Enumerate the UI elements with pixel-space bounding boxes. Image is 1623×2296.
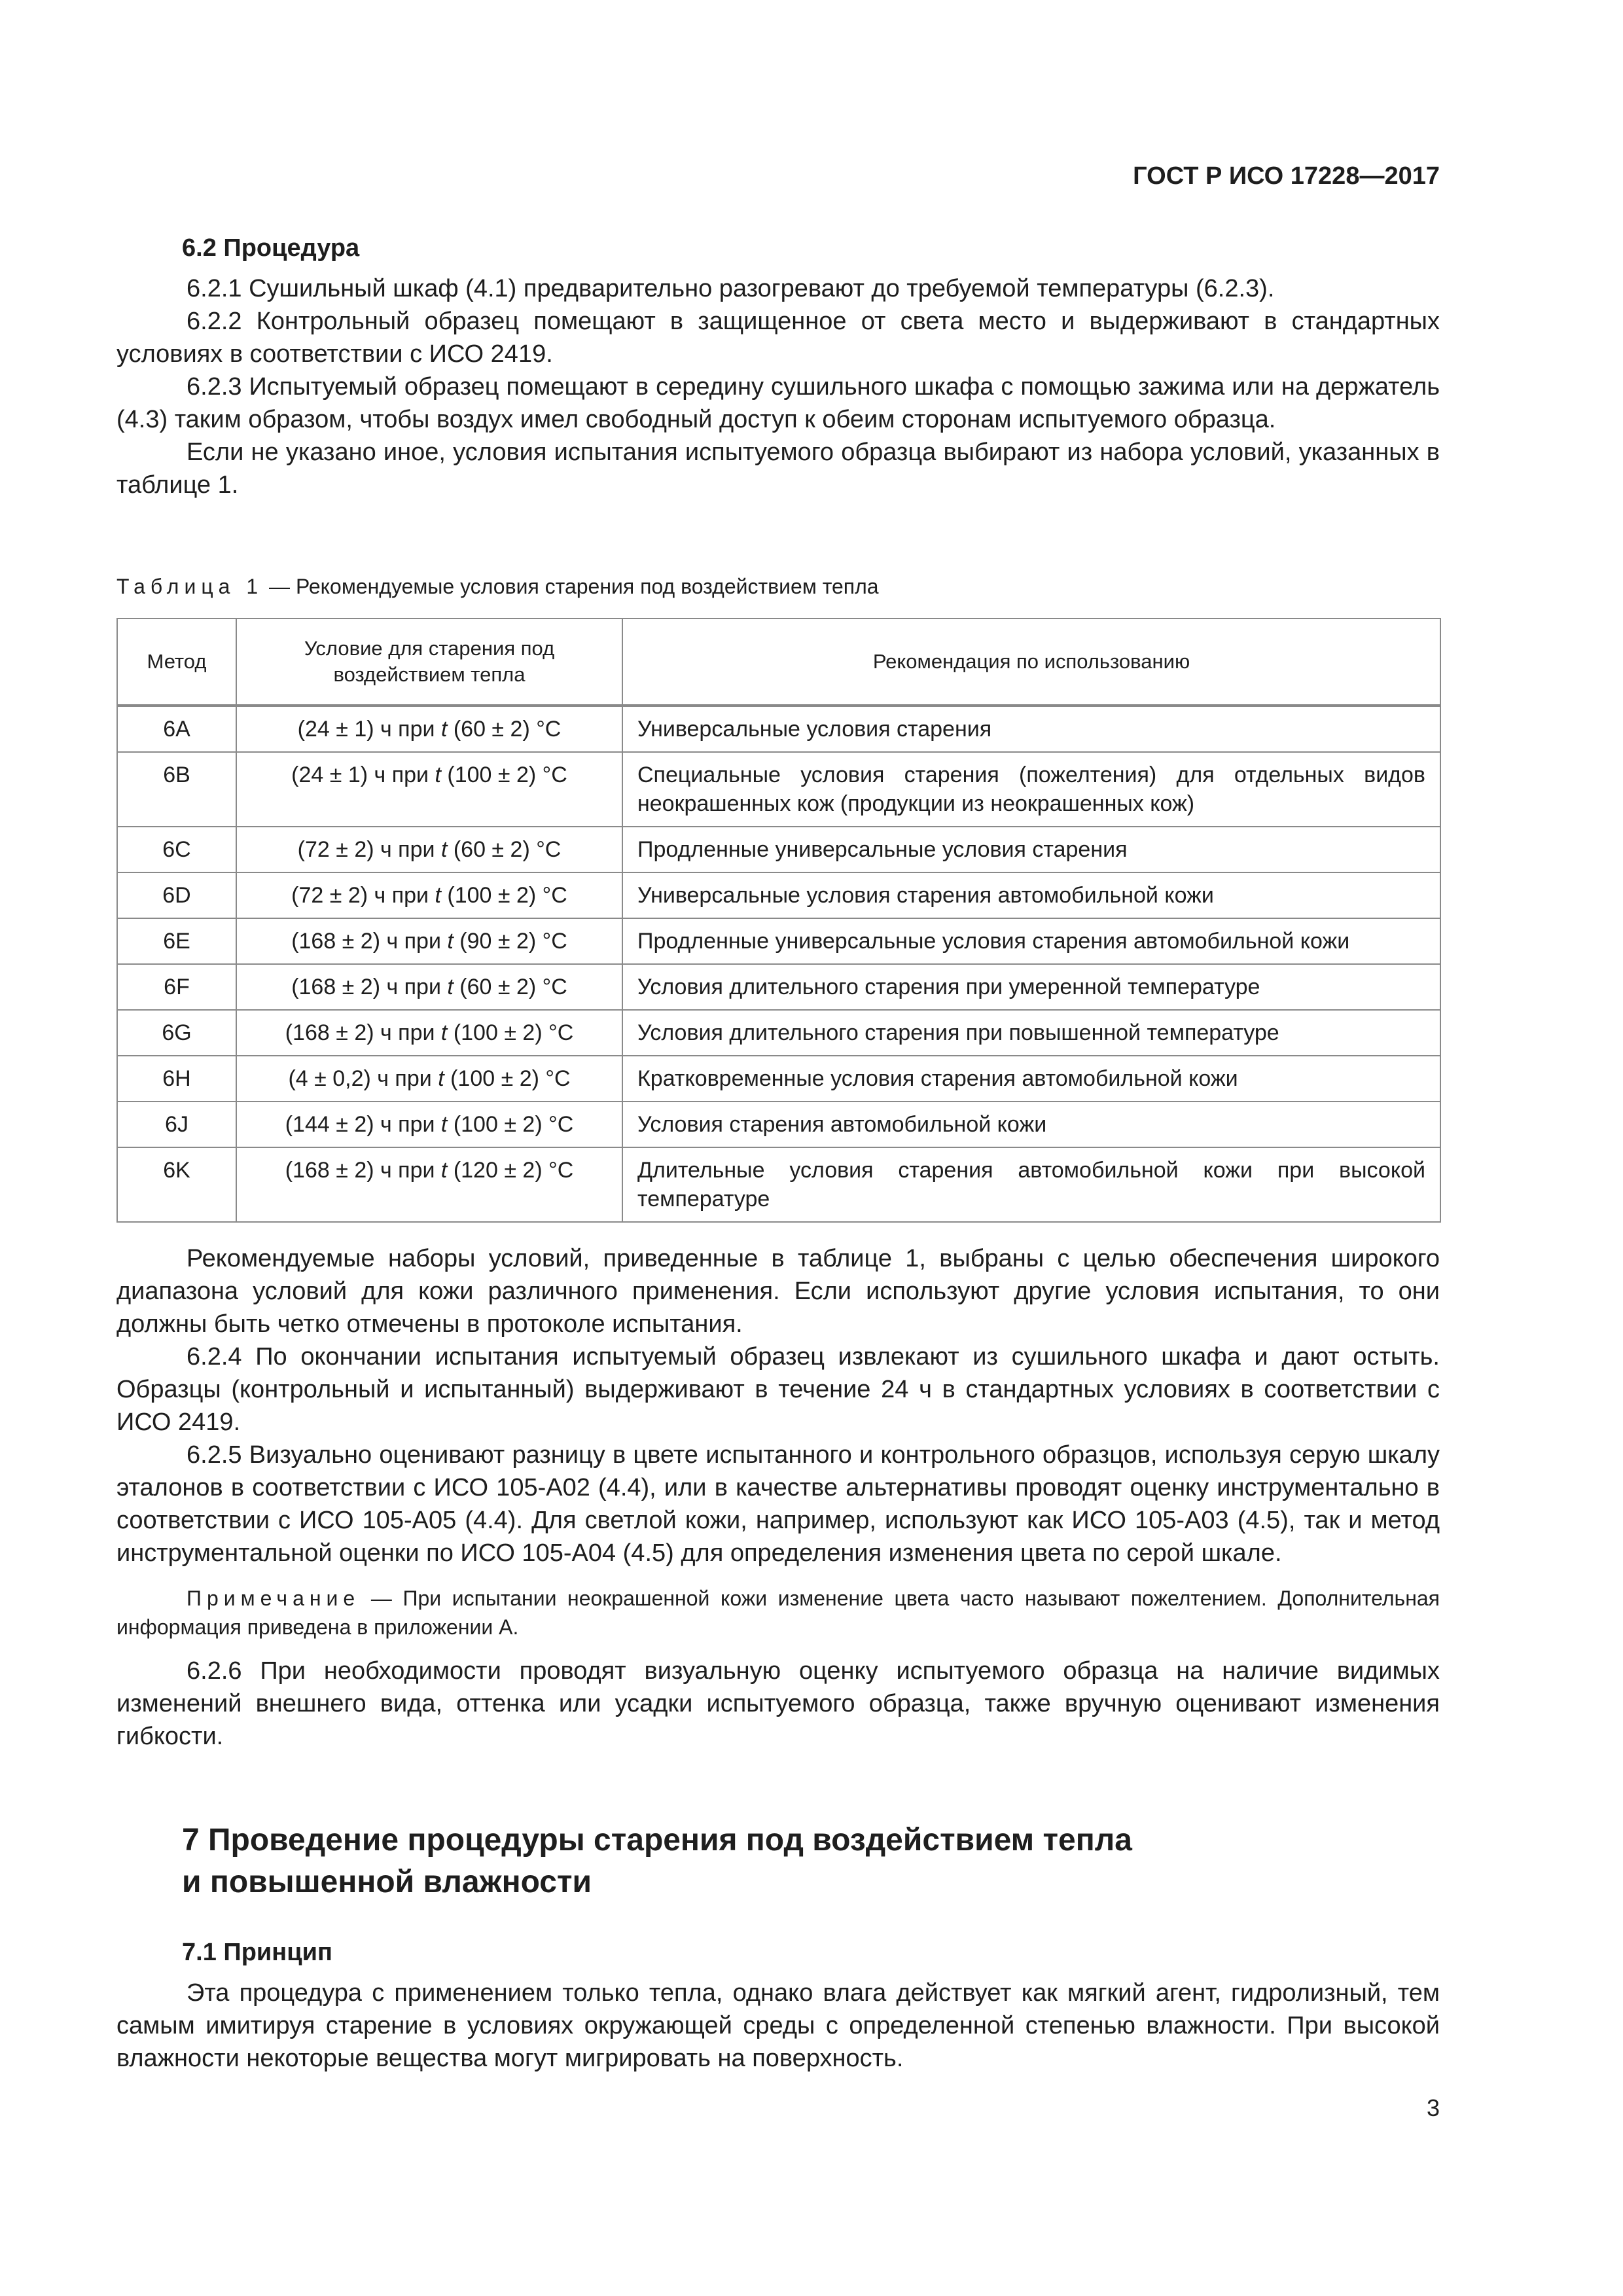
header-recommendation: Рекомендация по использованию xyxy=(622,619,1440,706)
table-header-row xyxy=(117,619,1440,706)
table-row xyxy=(117,872,1440,918)
method-cell: 6A xyxy=(117,706,236,752)
paragraph-6-2-1: 6.2.1 Сушильный шкаф (4.1) предварительно разогревают до требуемой температуры (6.2.3). xyxy=(187,275,1275,302)
section-7-title-line1: 7 Проведение процедуры старения под воздействием тепла xyxy=(182,1823,1132,1857)
recommendation-cell: Длительные условия старения автомобильной кожи при высокой температуре xyxy=(622,1147,1440,1222)
recommendation-cell: Универсальные условия старения xyxy=(622,706,1440,752)
recommendation-cell: Продленные универсальные условия старения автомобильной кожи xyxy=(622,918,1440,964)
section-6-2-body xyxy=(116,272,1440,501)
condition-cell: (24 ± 1) ч при t (100 ± 2) °C xyxy=(236,752,622,827)
recommendation-cell: Специальные условия старения (пожелтения) для отдельных видов неокрашенных кож (продукции из неокрашенных кож) xyxy=(622,752,1440,827)
note-label: Примечание xyxy=(187,1587,361,1610)
condition-cell: (4 ± 0,2) ч при t (100 ± 2) °C xyxy=(236,1056,622,1102)
table-row xyxy=(117,752,1440,827)
note xyxy=(116,1584,1440,1641)
table-row xyxy=(117,918,1440,964)
section-6-2-title: 6.2 Процедура xyxy=(182,234,360,262)
paragraph-6-2-6: 6.2.6 При необходимости проводят визуальную оценку испытуемого образца на наличие видимых изменений внешнего вида, оттенка или усадки испытуемого образца, также вручную оценивают изменения гибкости. xyxy=(116,1657,1440,1750)
header-method: Метод xyxy=(117,619,236,706)
note-text: — При испытании неокрашенной кожи изменение цвета часто называют пожелтением. Дополнительная информация приведена в приложении А. xyxy=(116,1587,1440,1639)
condition-cell: (72 ± 2) ч при t (60 ± 2) °C xyxy=(236,827,622,872)
paragraph-6-2-3: 6.2.3 Испытуемый образец помещают в середину сушильного шкафа с помощью зажима или на держатель (4.3) таким образом, чтобы воздух имел свободный доступ к обеим сторонам испытуемого образца. xyxy=(116,373,1440,433)
condition-cell: (168 ± 2) ч при t (120 ± 2) °C xyxy=(236,1147,622,1222)
method-cell: 6F xyxy=(117,964,236,1010)
conditions-table xyxy=(116,618,1441,1223)
table-row xyxy=(117,964,1440,1010)
page-number: 3 xyxy=(1426,2094,1440,2121)
method-cell: 6C xyxy=(117,827,236,872)
recommendation-cell: Универсальные условия старения автомобильной кожи xyxy=(622,872,1440,918)
method-cell: 6E xyxy=(117,918,236,964)
condition-cell: (24 ± 1) ч при t (60 ± 2) °C xyxy=(236,706,622,752)
condition-cell: (168 ± 2) ч при t (90 ± 2) °C xyxy=(236,918,622,964)
table-caption-prefix: Таблица 1 xyxy=(116,575,264,598)
section-7-title-line2: и повышенной влажности xyxy=(182,1865,592,1899)
condition-cell: (168 ± 2) ч при t (100 ± 2) °C xyxy=(236,1010,622,1056)
section-7-1-title: 7.1 Принцип xyxy=(182,1939,332,1966)
paragraph-7-1: Эта процедура с применением только тепла, однако влага действует как мягкий агент, гидролизный, тем самым имитируя старение в условиях окружающей среды с определенной степенью влажности. При высокой влажности некоторые вещества могут мигрировать на поверхность. xyxy=(116,1979,1440,2072)
table-caption-text: — Рекомендуемые условия старения под воздействием тепла xyxy=(263,575,879,598)
recommendation-cell: Условия длительного старения при повышенной температуре xyxy=(622,1010,1440,1056)
table-caption xyxy=(116,575,879,599)
table-row xyxy=(117,1147,1440,1222)
paragraph-6-2-2: 6.2.2 Контрольный образец помещают в защищенное от света место и выдерживают в стандартных условиях в соответствии с ИСО 2419. xyxy=(116,308,1440,368)
method-cell: 6B xyxy=(117,752,236,827)
recommendation-cell: Условия старения автомобильной кожи xyxy=(622,1102,1440,1147)
table-row xyxy=(117,706,1440,752)
method-cell: 6J xyxy=(117,1102,236,1147)
condition-cell: (144 ± 2) ч при t (100 ± 2) °C xyxy=(236,1102,622,1147)
method-cell: 6D xyxy=(117,872,236,918)
recommendation-cell: Условия длительного старения при умеренной температуре xyxy=(622,964,1440,1010)
method-cell: 6H xyxy=(117,1056,236,1102)
table-row xyxy=(117,1056,1440,1102)
table-row xyxy=(117,1102,1440,1147)
method-cell: 6K xyxy=(117,1147,236,1222)
paragraph-6-2-4: 6.2.4 По окончании испытания испытуемый образец извлекают из сушильного шкафа и дают остыть. Образцы (контрольный и испытанный) выдерживают в течение 24 ч в стандартных условиях в соответствии с ИСО 2419. xyxy=(116,1343,1440,1436)
recommendation-cell: Продленные универсальные условия старения xyxy=(622,827,1440,872)
section-7-heading xyxy=(182,1820,1440,1903)
condition-cell: (168 ± 2) ч при t (60 ± 2) °C xyxy=(236,964,622,1010)
paragraph-conditions: Если не указано иное, условия испытания испытуемого образца выбирают из набора условий, указанных в таблице 1. xyxy=(116,439,1440,499)
recommendation-cell: Кратковременные условия старения автомобильной кожи xyxy=(622,1056,1440,1102)
table-row xyxy=(117,1010,1440,1056)
table-row xyxy=(117,827,1440,872)
method-cell: 6G xyxy=(117,1010,236,1056)
post-table-body xyxy=(116,1242,1440,1753)
condition-cell: (72 ± 2) ч при t (100 ± 2) °C xyxy=(236,872,622,918)
paragraph-6-2-5: 6.2.5 Визуально оценивают разницу в цвете испытанного и контрольного образцов, используя серую шкалу эталонов в соответствии с ИСО 105-А02 (4.4), или в качестве альтернативы проводят оценку инструментально в соответствии с ИСО 105-А05 (4.4). Для светлой кожи, например, используют как ИСО 105-А03 (4.5), так и метод инструментальной оценки по ИСО 105-А04 (4.5) для определения изменения цвета по серой шкале. xyxy=(116,1441,1440,1567)
standard-code: ГОСТ Р ИСО 17228—2017 xyxy=(1133,162,1440,190)
section-7-1-body xyxy=(116,1977,1440,2075)
header-condition: Условие для старения под воздействием тепла xyxy=(236,619,622,706)
paragraph-recommended-sets: Рекомендуемые наборы условий, приведенные в таблице 1, выбраны с целью обеспечения широкого диапазона условий для кожи различного применения. Если используют другие условия испытания, то они должны быть четко отмечены в протоколе испытания. xyxy=(116,1245,1440,1338)
